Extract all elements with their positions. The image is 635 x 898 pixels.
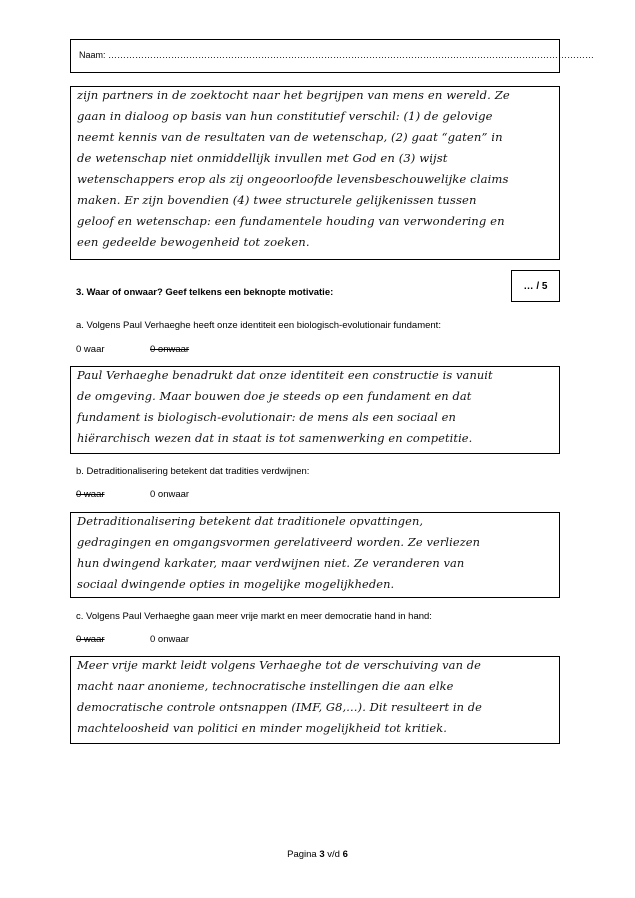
question-c-text: c. Volgens Paul Verhaeghe gaan meer vrije markt en meer democratie hand in hand:	[76, 611, 432, 622]
answer-line: macht naar anonieme, technocratische instellingen die aan elke	[77, 679, 454, 693]
footer-page-total: 6	[342, 849, 348, 860]
answer-line: machteloosheid van politici en minder mogelijkheid tot kritiek.	[77, 721, 447, 735]
answer-line: gedragingen en omgangsvormen gerelativeerd worden. Ze verliezen	[77, 535, 481, 549]
answer-line: een gedeelde bewogenheid tot zoeken.	[77, 235, 310, 249]
question-b-text: b. Detraditionalisering betekent dat tradities verdwijnen:	[76, 466, 310, 477]
question-c-option-true[interactable]: 0 waar	[76, 634, 105, 645]
question-a-option-false[interactable]: 0 onwaar	[150, 344, 190, 355]
footer-middle: v/d	[324, 849, 343, 860]
answer-line: de omgeving. Maar bouwen doe je steeds op een fundament en dat	[77, 389, 472, 403]
answer-line: neemt kennis van de resultaten van de wetenschap, (2) gaat “gaten” in	[77, 130, 503, 144]
answer-line: zijn partners in de zoektocht naar het begrijpen van mens en wereld. Ze	[77, 88, 510, 102]
page-footer	[0, 849, 635, 860]
answer-line: gaan in dialoog op basis van hun constitutief verschil: (1) de gelovige	[77, 109, 493, 123]
answer-line: hun dwingend karkater, maar verdwijnen niet. Ze veranderen van	[77, 556, 465, 570]
answer-line: Detraditionalisering betekent dat traditionele opvattingen,	[77, 514, 424, 528]
question-c-answer-box[interactable]	[70, 656, 560, 744]
question-a-text: a. Volgens Paul Verhaeghe heeft onze identiteit een biologisch-evolutionair fundament:	[76, 320, 441, 331]
previous-answer-box	[70, 86, 560, 260]
score-box	[511, 270, 560, 302]
name-field-box[interactable]	[70, 39, 595, 73]
name-label: Naam: ………………………………………………………………………………………………………………………………………………	[79, 50, 595, 60]
answer-line: sociaal dwingende opties in mogelijke mogelijkheden.	[77, 577, 395, 591]
footer-prefix: Pagina	[287, 849, 320, 860]
answer-line: maken. Er zijn bovendien (4) twee structurele gelijkenissen tussen	[77, 193, 477, 207]
footer-page-number: 3	[319, 849, 325, 860]
question-b-option-true[interactable]: 0 waar	[76, 489, 105, 500]
question-c-option-false[interactable]: 0 onwaar	[150, 634, 190, 645]
question-b-answer-box[interactable]	[70, 512, 560, 598]
question-b-option-false[interactable]: 0 onwaar	[150, 489, 190, 500]
answer-line: fundament is biologisch-evolutionair: de mens als een sociaal en	[77, 410, 456, 424]
question-a-answer-box[interactable]	[70, 366, 560, 454]
answer-line: democratische controle ontsnappen (IMF, G8,…). Dit resulteert in de	[77, 700, 482, 714]
answer-line: de wetenschap niet onmiddellijk invullen met God en (3) wijst	[77, 151, 448, 165]
question-a-option-true[interactable]: 0 waar	[76, 344, 105, 355]
answer-line: geloof en wetenschap: een fundamentele houding van verwondering en	[77, 214, 505, 228]
section-heading: 3. Waar of onwaar? Geef telkens een beknopte motivatie:	[76, 287, 334, 298]
answer-line: wetenschappers erop als zij ongeoorloofde levensbeschouwelijke claims	[77, 172, 509, 186]
score-label: … / 5	[523, 281, 548, 292]
answer-line: hiërarchisch wezen dat in staat is tot samenwerking en competitie.	[77, 431, 473, 445]
answer-line: Meer vrije markt leidt volgens Verhaeghe tot de verschuiving van de	[77, 658, 481, 672]
answer-line: Paul Verhaeghe benadrukt dat onze identiteit een constructie is vanuit	[77, 368, 493, 382]
